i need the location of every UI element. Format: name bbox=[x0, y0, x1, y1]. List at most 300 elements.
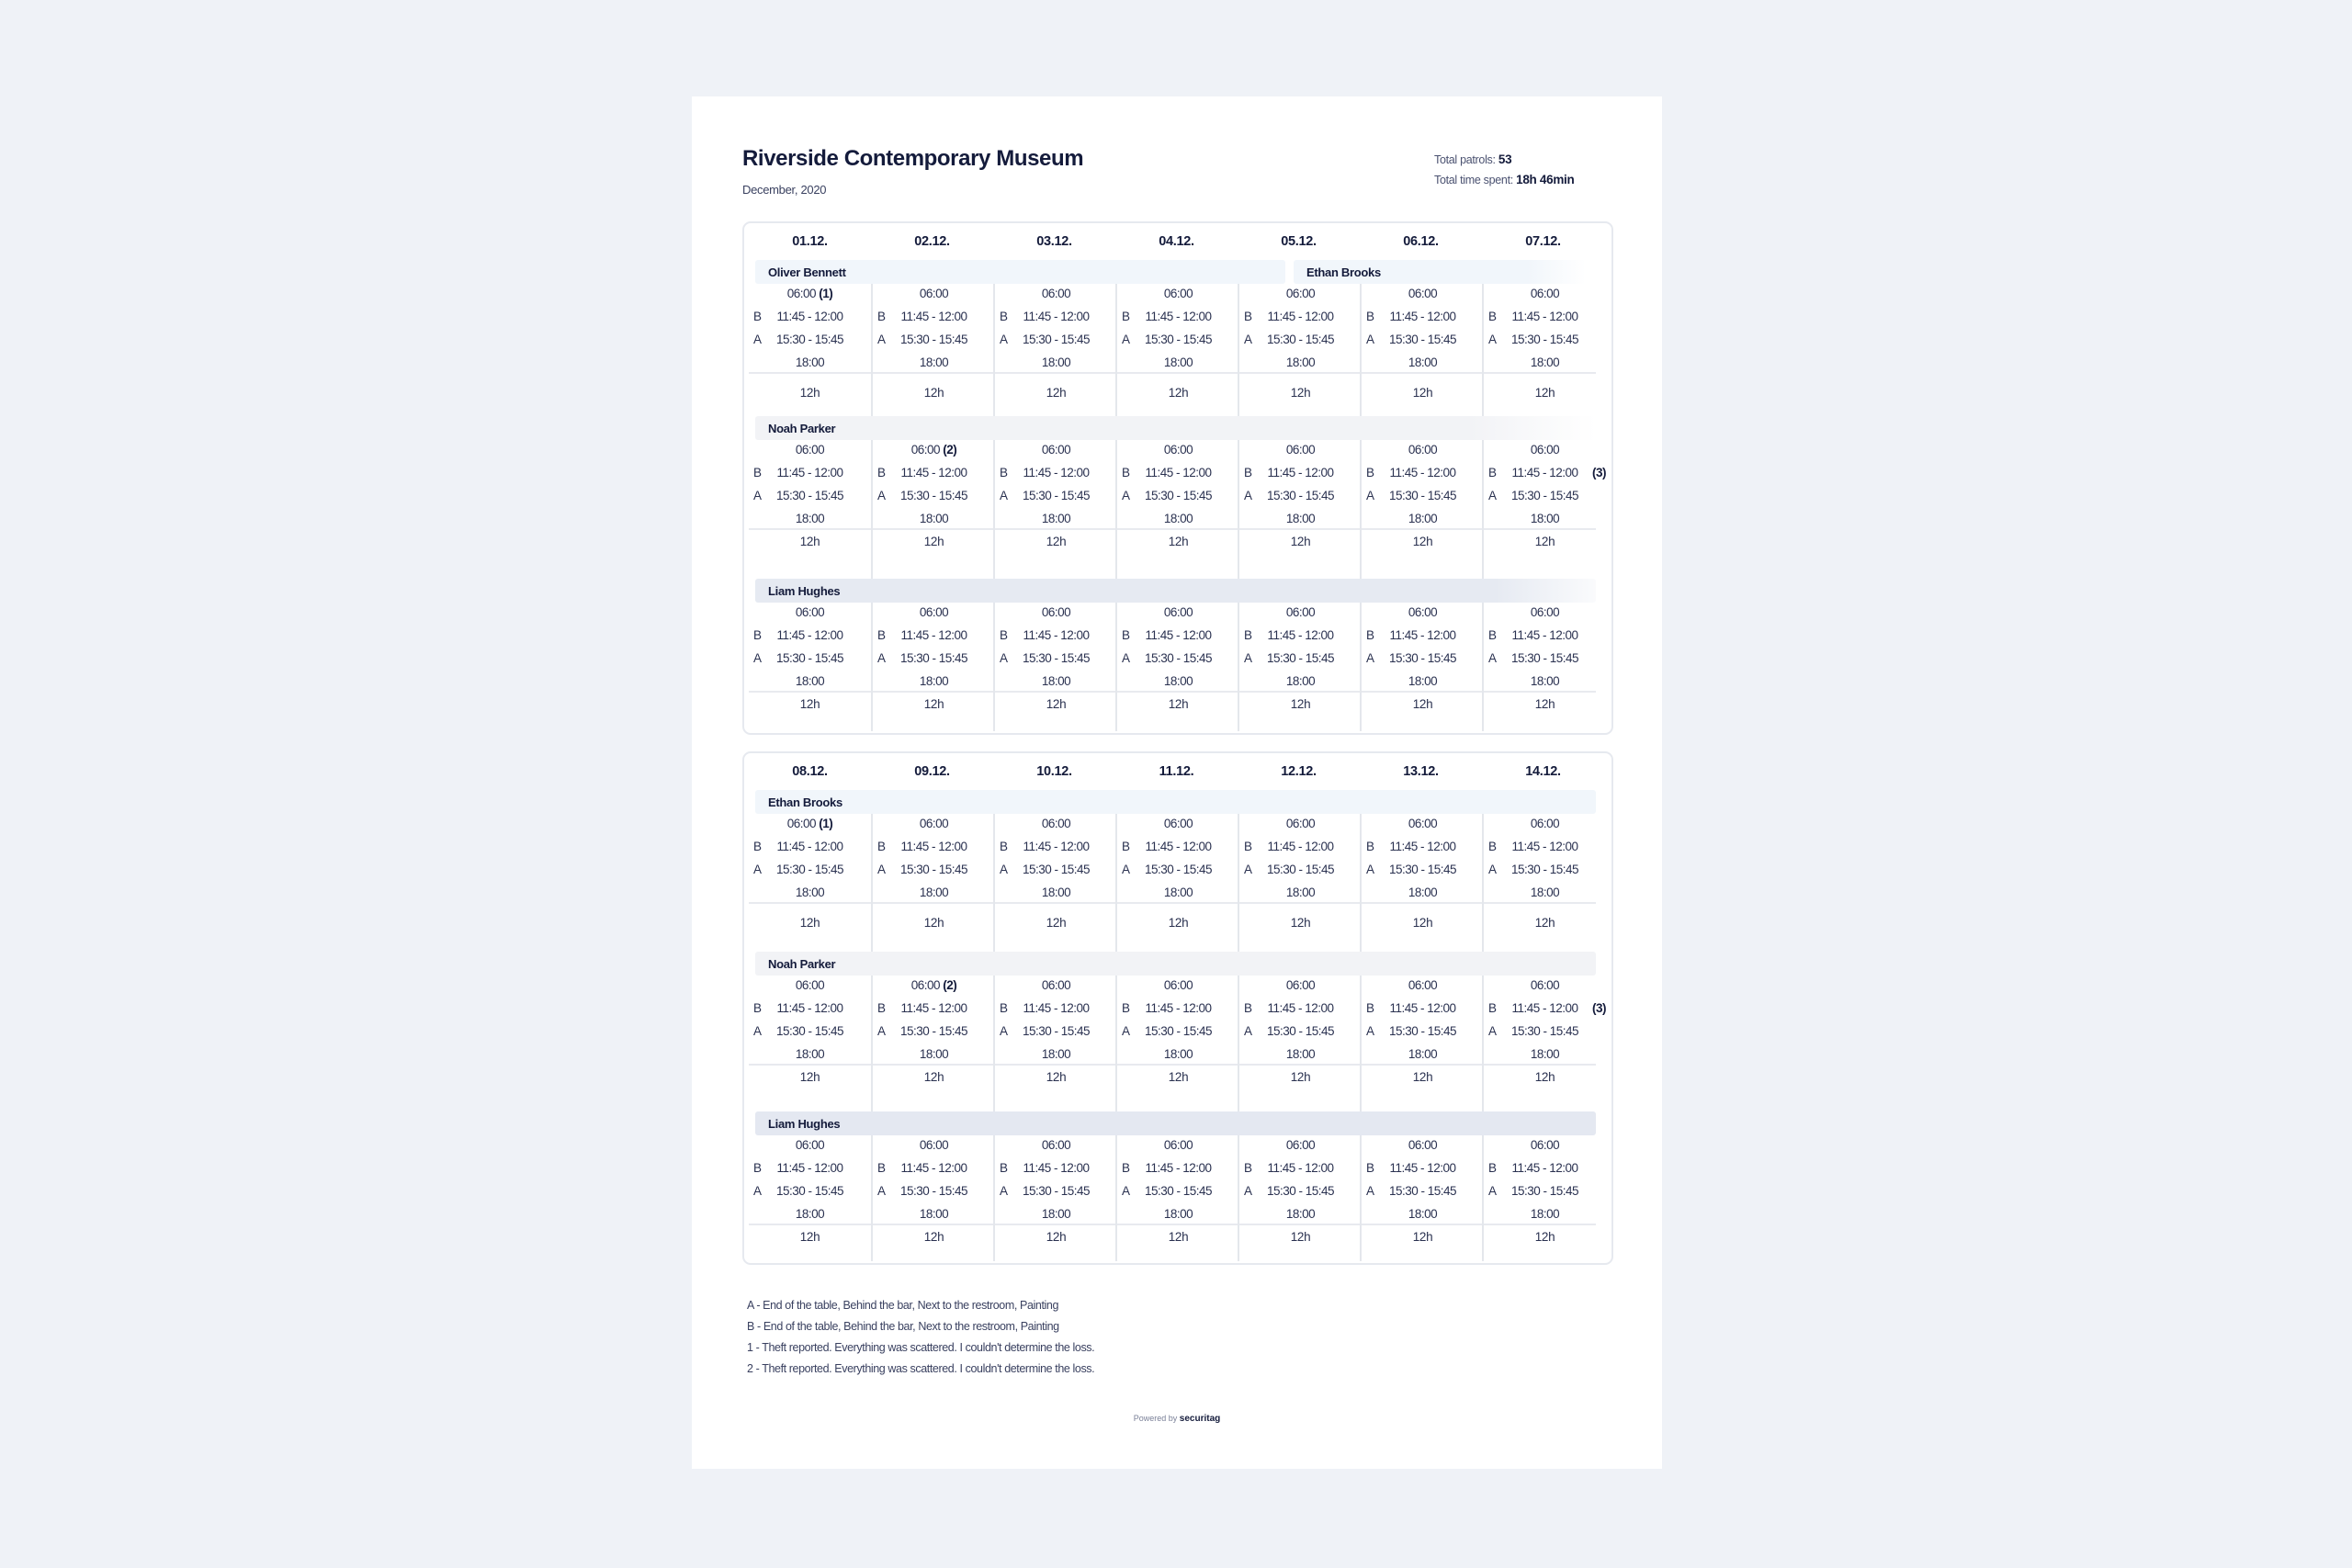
patrol-start-time bbox=[1484, 817, 1606, 830]
patrol-end-time: 18:00 bbox=[1285, 674, 1316, 688]
time-value: 06:00 bbox=[1408, 443, 1438, 457]
checkpoint-b-label: B bbox=[1366, 310, 1374, 323]
shift-duration: 12h bbox=[1534, 535, 1555, 548]
date-header: 08.12. bbox=[792, 764, 828, 779]
patrol-end-time: 18:00 bbox=[1530, 674, 1560, 688]
checkpoint-b-time: 11:45 - 12:00 bbox=[1023, 1161, 1090, 1175]
time-value: 06:00 bbox=[1285, 1138, 1316, 1152]
patrol-start bbox=[1239, 817, 1362, 835]
time-value: 06:00 bbox=[795, 1138, 825, 1152]
patrol-end-time: 18:00 bbox=[1041, 674, 1071, 688]
checkpoint-b-time: 11:45 - 12:00 bbox=[1023, 310, 1090, 323]
patrol-start bbox=[873, 978, 995, 997]
patrol-section bbox=[744, 814, 1611, 952]
checkpoint-a-row bbox=[1239, 1024, 1362, 1043]
patrol-start-time bbox=[1117, 287, 1239, 300]
checkpoint-b-label: B bbox=[1366, 466, 1374, 479]
patrol-start bbox=[749, 978, 871, 997]
checkpoint-b-time: 11:45 - 12:00 bbox=[1389, 1161, 1456, 1175]
checkpoint-b-time: 11:45 - 12:00 bbox=[1389, 310, 1456, 323]
checkpoint-b-label: B bbox=[1000, 1001, 1008, 1015]
patrol-start bbox=[749, 817, 871, 835]
patrol-end bbox=[1117, 1207, 1239, 1225]
checkpoint-b-row bbox=[749, 1161, 871, 1179]
patrol-end-time: 18:00 bbox=[1163, 674, 1193, 688]
day-cell bbox=[749, 814, 871, 952]
time-value: 06:00 bbox=[1408, 605, 1438, 619]
date-header-row bbox=[744, 753, 1611, 788]
checkpoint-a-label: A bbox=[1366, 863, 1374, 876]
day-cell bbox=[1482, 603, 1606, 731]
guard-name-bar bbox=[755, 579, 1596, 603]
day-cell bbox=[993, 814, 1117, 952]
checkpoint-b-row bbox=[873, 628, 995, 647]
patrol-start bbox=[749, 1138, 871, 1156]
patrol-end bbox=[995, 355, 1117, 374]
patrol-end-time: 18:00 bbox=[1408, 886, 1438, 899]
checkpoint-a-label: A bbox=[753, 489, 762, 502]
day-cell bbox=[1238, 814, 1362, 952]
patrol-start-time bbox=[1362, 1138, 1484, 1152]
note-marker: (2) bbox=[943, 978, 957, 992]
time-value: 06:00 bbox=[1285, 605, 1316, 619]
patrol-start-time bbox=[873, 443, 995, 457]
patrol-end bbox=[1362, 674, 1484, 693]
patrol-end bbox=[873, 1047, 995, 1066]
patrol-end-time: 18:00 bbox=[1408, 512, 1438, 525]
checkpoint-a-row bbox=[749, 651, 871, 670]
checkpoint-b-label: B bbox=[877, 840, 886, 853]
shift-duration: 12h bbox=[1290, 1070, 1311, 1084]
checkpoint-a-row bbox=[873, 333, 995, 351]
checkpoint-a-time: 15:30 - 15:45 bbox=[1022, 1184, 1091, 1198]
patrol-start-time bbox=[749, 605, 871, 619]
patrol-end bbox=[995, 886, 1117, 904]
shift-duration: 12h bbox=[1168, 1070, 1189, 1084]
checkpoint-b-row bbox=[995, 466, 1117, 484]
checkpoint-a-time: 15:30 - 15:45 bbox=[1388, 333, 1457, 346]
patrol-start bbox=[1484, 605, 1606, 624]
checkpoint-a-label: A bbox=[1122, 1024, 1130, 1038]
time-value: 06:00 bbox=[1408, 287, 1438, 300]
checkpoint-b-row bbox=[749, 310, 871, 328]
day-cell bbox=[1360, 440, 1484, 579]
checkpoint-a-row bbox=[1239, 863, 1362, 881]
patrol-end-time: 18:00 bbox=[1530, 1047, 1560, 1061]
checkpoint-b-label: B bbox=[1488, 310, 1497, 323]
checkpoint-a-label: A bbox=[753, 1184, 762, 1198]
patrol-start bbox=[995, 287, 1117, 305]
checkpoint-b-row bbox=[1239, 1161, 1362, 1179]
checkpoint-a-label: A bbox=[1000, 651, 1008, 665]
checkpoint-a-label: A bbox=[1122, 1184, 1130, 1198]
checkpoint-b-time: 11:45 - 12:00 bbox=[1145, 840, 1212, 853]
legend-item: B - End of the table, Behind the bar, Next to the restroom, Painting bbox=[747, 1320, 1059, 1333]
day-cell bbox=[1482, 976, 1606, 1111]
patrol-start-time bbox=[995, 817, 1117, 830]
date-header: 05.12. bbox=[1281, 234, 1317, 249]
patrol-end-time: 18:00 bbox=[795, 1207, 825, 1221]
checkpoint-b-time: 11:45 - 12:00 bbox=[1267, 466, 1334, 479]
guard-name: Noah Parker bbox=[768, 957, 836, 971]
checkpoint-a-label: A bbox=[1244, 1184, 1252, 1198]
day-cell bbox=[1360, 976, 1484, 1111]
guard-name-bar bbox=[755, 952, 1596, 976]
patrol-end-time: 18:00 bbox=[1163, 512, 1193, 525]
time-value: 06:00 bbox=[1163, 978, 1193, 992]
checkpoint-b-time: 11:45 - 12:00 bbox=[900, 628, 967, 642]
checkpoint-a-time: 15:30 - 15:45 bbox=[1388, 1184, 1457, 1198]
day-cell bbox=[749, 440, 871, 579]
patrol-end-time: 18:00 bbox=[1163, 1207, 1193, 1221]
note-marker: (3) bbox=[1592, 466, 1606, 479]
checkpoint-a-row bbox=[1239, 489, 1362, 507]
checkpoint-b-label: B bbox=[1122, 1001, 1130, 1015]
patrol-start bbox=[873, 443, 995, 461]
patrol-start-time bbox=[1484, 443, 1606, 457]
patrol-start-time bbox=[749, 1138, 871, 1152]
time-value: 06:00 bbox=[1163, 287, 1193, 300]
patrol-end bbox=[749, 674, 871, 693]
patrol-start-time bbox=[1362, 978, 1484, 992]
time-value: 06:00 bbox=[795, 443, 825, 457]
checkpoint-b-row bbox=[995, 1001, 1117, 1020]
patrol-end-time: 18:00 bbox=[1408, 355, 1438, 369]
patrol-end-time: 18:00 bbox=[1041, 886, 1071, 899]
checkpoint-b-row bbox=[1362, 1001, 1484, 1020]
checkpoint-a-row bbox=[1484, 489, 1606, 507]
time-value: 06:00 bbox=[1530, 978, 1560, 992]
patrol-end-time: 18:00 bbox=[919, 886, 949, 899]
checkpoint-b-label: B bbox=[1244, 310, 1252, 323]
checkpoint-a-time: 15:30 - 15:45 bbox=[899, 1184, 968, 1198]
patrol-end-time: 18:00 bbox=[795, 1047, 825, 1061]
checkpoint-a-label: A bbox=[1488, 651, 1497, 665]
checkpoint-b-time: 11:45 - 12:00 bbox=[1511, 628, 1578, 642]
patrol-end bbox=[1484, 674, 1606, 693]
checkpoint-a-time: 15:30 - 15:45 bbox=[1510, 1024, 1579, 1038]
checkpoint-b-label: B bbox=[1244, 1001, 1252, 1015]
patrol-end-time: 18:00 bbox=[1408, 674, 1438, 688]
patrol-start-time bbox=[1362, 817, 1484, 830]
patrol-end-time: 18:00 bbox=[1041, 512, 1071, 525]
checkpoint-a-time: 15:30 - 15:45 bbox=[1388, 651, 1457, 665]
patrol-end bbox=[995, 674, 1117, 693]
patrol-start-time bbox=[1239, 1138, 1362, 1152]
checkpoint-a-row bbox=[1117, 651, 1239, 670]
checkpoint-a-time: 15:30 - 15:45 bbox=[1388, 489, 1457, 502]
checkpoint-a-label: A bbox=[1488, 863, 1497, 876]
patrol-start bbox=[995, 605, 1117, 624]
shift-duration: 12h bbox=[1046, 916, 1067, 930]
checkpoint-b-row bbox=[1117, 628, 1239, 647]
patrol-start-time bbox=[1117, 817, 1239, 830]
patrol-end-time: 18:00 bbox=[1530, 355, 1560, 369]
patrol-end bbox=[1239, 355, 1362, 374]
checkpoint-a-label: A bbox=[877, 863, 886, 876]
checkpoint-b-label: B bbox=[1000, 840, 1008, 853]
shift-duration: 12h bbox=[1534, 1070, 1555, 1084]
legend-item: 1 - Theft reported. Everything was scattered. I couldn't determine the loss. bbox=[747, 1341, 1095, 1354]
day-cell bbox=[871, 1135, 995, 1261]
shift-duration: 12h bbox=[1168, 1230, 1189, 1244]
time-value: 06:00 bbox=[786, 287, 817, 300]
shift-duration: 12h bbox=[1168, 386, 1189, 400]
shift-duration: 12h bbox=[1290, 535, 1311, 548]
patrol-end bbox=[1484, 1207, 1606, 1225]
checkpoint-a-row bbox=[1117, 1024, 1239, 1043]
date-header: 06.12. bbox=[1403, 234, 1439, 249]
shift-duration: 12h bbox=[1290, 386, 1311, 400]
shift-duration: 12h bbox=[1046, 386, 1067, 400]
total-patrols-value: 53 bbox=[1498, 152, 1512, 166]
checkpoint-b-label: B bbox=[1122, 466, 1130, 479]
date-header: 03.12. bbox=[1036, 234, 1072, 249]
patrol-start bbox=[1117, 287, 1239, 305]
checkpoint-a-row bbox=[873, 489, 995, 507]
patrol-start bbox=[1362, 978, 1484, 997]
checkpoint-b-label: B bbox=[877, 466, 886, 479]
checkpoint-a-row bbox=[995, 333, 1117, 351]
schedule-week-1 bbox=[742, 221, 1613, 735]
checkpoint-a-time: 15:30 - 15:45 bbox=[1266, 863, 1335, 876]
time-value: 06:00 bbox=[795, 605, 825, 619]
patrol-end-time: 18:00 bbox=[919, 512, 949, 525]
checkpoint-b-label: B bbox=[1366, 840, 1374, 853]
patrol-end bbox=[873, 1207, 995, 1225]
patrol-end-time: 18:00 bbox=[919, 674, 949, 688]
date-header: 04.12. bbox=[1159, 234, 1194, 249]
guard-name: Noah Parker bbox=[768, 422, 836, 435]
time-value: 06:00 bbox=[1041, 605, 1071, 619]
shift-duration: 12h bbox=[799, 916, 820, 930]
patrol-start bbox=[873, 1138, 995, 1156]
checkpoint-b-row bbox=[1484, 840, 1606, 858]
patrol-start-time bbox=[1239, 978, 1362, 992]
checkpoint-a-label: A bbox=[1000, 1184, 1008, 1198]
shift-duration: 12h bbox=[1168, 697, 1189, 711]
checkpoint-b-row bbox=[749, 840, 871, 858]
shift-duration: 12h bbox=[923, 916, 944, 930]
checkpoint-a-time: 15:30 - 15:45 bbox=[775, 1184, 844, 1198]
patrol-start bbox=[873, 605, 995, 624]
time-value: 06:00 bbox=[1163, 443, 1193, 457]
checkpoint-a-label: A bbox=[877, 651, 886, 665]
checkpoint-a-time: 15:30 - 15:45 bbox=[1510, 1184, 1579, 1198]
checkpoint-b-time: 11:45 - 12:00 bbox=[776, 310, 843, 323]
patrol-end bbox=[1117, 355, 1239, 374]
patrol-start-time bbox=[1117, 605, 1239, 619]
patrol-start bbox=[1117, 978, 1239, 997]
patrol-end-time: 18:00 bbox=[795, 674, 825, 688]
footer bbox=[692, 1414, 1662, 1424]
checkpoint-a-time: 15:30 - 15:45 bbox=[1510, 863, 1579, 876]
checkpoint-b-row bbox=[873, 310, 995, 328]
shift-duration: 12h bbox=[1168, 916, 1189, 930]
patrol-end bbox=[749, 886, 871, 904]
guard-name-bar bbox=[1294, 260, 1586, 284]
shift-duration: 12h bbox=[1412, 386, 1433, 400]
patrol-start bbox=[749, 287, 871, 305]
time-value: 06:00 bbox=[786, 817, 817, 830]
checkpoint-a-row bbox=[995, 651, 1117, 670]
patrol-end bbox=[1484, 1047, 1606, 1066]
total-time bbox=[1434, 170, 1574, 190]
patrol-start-time bbox=[873, 978, 995, 992]
day-cell bbox=[1360, 603, 1484, 731]
checkpoint-a-time: 15:30 - 15:45 bbox=[1266, 1024, 1335, 1038]
time-value: 06:00 bbox=[795, 978, 825, 992]
checkpoint-b-row bbox=[995, 310, 1117, 328]
checkpoint-a-label: A bbox=[1122, 863, 1130, 876]
patrol-end-time: 18:00 bbox=[919, 1207, 949, 1221]
patrol-start bbox=[1117, 605, 1239, 624]
time-value: 06:00 bbox=[910, 978, 941, 992]
checkpoint-b-row bbox=[873, 1161, 995, 1179]
checkpoint-a-time: 15:30 - 15:45 bbox=[775, 489, 844, 502]
patrol-end-time: 18:00 bbox=[919, 355, 949, 369]
patrol-start-time bbox=[1117, 443, 1239, 457]
patrol-end bbox=[1362, 1207, 1484, 1225]
patrol-end-time: 18:00 bbox=[1041, 1047, 1071, 1061]
checkpoint-b-row bbox=[1117, 840, 1239, 858]
checkpoint-b-row bbox=[873, 466, 995, 484]
day-cell bbox=[871, 440, 995, 579]
patrol-start-time bbox=[749, 978, 871, 992]
day-cell bbox=[1238, 1135, 1362, 1261]
powered-by-label: Powered by bbox=[1133, 1414, 1178, 1423]
shift-duration: 12h bbox=[799, 1070, 820, 1084]
checkpoint-b-label: B bbox=[753, 466, 762, 479]
time-value: 06:00 bbox=[1041, 817, 1071, 830]
checkpoint-b-time: 11:45 - 12:00 bbox=[1267, 310, 1334, 323]
day-cell bbox=[1360, 284, 1484, 416]
shift-duration: 12h bbox=[799, 386, 820, 400]
checkpoint-b-row bbox=[749, 466, 871, 484]
checkpoint-a-row bbox=[1117, 1184, 1239, 1202]
date-header: 11.12. bbox=[1159, 764, 1194, 779]
checkpoint-a-row bbox=[873, 1184, 995, 1202]
day-cell bbox=[749, 976, 871, 1111]
patrol-section bbox=[744, 284, 1611, 416]
checkpoint-a-row bbox=[995, 1024, 1117, 1043]
checkpoint-b-row bbox=[1239, 310, 1362, 328]
checkpoint-b-label: B bbox=[753, 1001, 762, 1015]
patrol-start-time bbox=[1239, 287, 1362, 300]
checkpoint-a-row bbox=[873, 863, 995, 881]
shift-duration: 12h bbox=[1046, 697, 1067, 711]
report-page bbox=[692, 96, 1662, 1469]
checkpoint-a-row bbox=[1362, 489, 1484, 507]
time-value: 06:00 bbox=[1041, 443, 1071, 457]
time-value: 06:00 bbox=[1041, 978, 1071, 992]
time-value: 06:00 bbox=[1163, 817, 1193, 830]
checkpoint-b-row bbox=[1239, 840, 1362, 858]
day-cell bbox=[1238, 976, 1362, 1111]
shift-duration: 12h bbox=[1534, 697, 1555, 711]
day-cell bbox=[1482, 440, 1606, 579]
patrol-start bbox=[1239, 978, 1362, 997]
day-cell bbox=[871, 976, 995, 1111]
checkpoint-a-label: A bbox=[877, 1184, 886, 1198]
patrol-end bbox=[1117, 512, 1239, 530]
patrol-start-time bbox=[873, 1138, 995, 1152]
patrol-end-time: 18:00 bbox=[795, 886, 825, 899]
time-value: 06:00 bbox=[1530, 817, 1560, 830]
checkpoint-b-time: 11:45 - 12:00 bbox=[1511, 466, 1578, 479]
time-value: 06:00 bbox=[919, 605, 949, 619]
day-cell bbox=[871, 814, 995, 952]
patrol-end bbox=[749, 1047, 871, 1066]
patrol-end bbox=[1117, 886, 1239, 904]
checkpoint-a-time: 15:30 - 15:45 bbox=[775, 863, 844, 876]
checkpoint-b-time: 11:45 - 12:00 bbox=[1145, 1001, 1212, 1015]
shift-duration: 12h bbox=[1046, 535, 1067, 548]
checkpoint-b-row bbox=[1362, 310, 1484, 328]
checkpoint-a-time: 15:30 - 15:45 bbox=[1144, 1184, 1213, 1198]
shift-duration: 12h bbox=[799, 535, 820, 548]
day-cell bbox=[1115, 976, 1239, 1111]
checkpoint-b-time: 11:45 - 12:00 bbox=[1389, 840, 1456, 853]
patrol-end-time: 18:00 bbox=[1041, 355, 1071, 369]
checkpoint-b-row bbox=[1362, 628, 1484, 647]
checkpoint-a-row bbox=[1484, 333, 1606, 351]
time-value: 06:00 bbox=[1041, 287, 1071, 300]
shift-duration: 12h bbox=[1534, 916, 1555, 930]
time-value: 06:00 bbox=[1530, 1138, 1560, 1152]
checkpoint-b-row bbox=[1484, 1161, 1606, 1179]
patrol-end bbox=[749, 355, 871, 374]
checkpoint-a-label: A bbox=[1000, 333, 1008, 346]
checkpoint-a-time: 15:30 - 15:45 bbox=[899, 1024, 968, 1038]
date-header: 10.12. bbox=[1036, 764, 1072, 779]
legend bbox=[747, 1295, 1094, 1380]
shift-duration: 12h bbox=[1412, 535, 1433, 548]
patrol-start-time bbox=[1484, 287, 1606, 300]
time-value: 06:00 bbox=[1285, 817, 1316, 830]
checkpoint-a-label: A bbox=[753, 863, 762, 876]
checkpoint-a-time: 15:30 - 15:45 bbox=[899, 651, 968, 665]
checkpoint-b-row bbox=[1362, 466, 1484, 484]
patrol-section bbox=[744, 440, 1611, 579]
patrol-start bbox=[995, 978, 1117, 997]
checkpoint-b-row bbox=[873, 840, 995, 858]
patrol-start-time bbox=[873, 287, 995, 300]
checkpoint-a-label: A bbox=[1122, 333, 1130, 346]
patrol-end bbox=[1362, 355, 1484, 374]
patrol-start bbox=[1239, 443, 1362, 461]
checkpoint-a-time: 15:30 - 15:45 bbox=[775, 333, 844, 346]
patrol-end-time: 18:00 bbox=[1285, 886, 1316, 899]
time-value: 06:00 bbox=[1163, 605, 1193, 619]
checkpoint-a-time: 15:30 - 15:45 bbox=[1022, 489, 1091, 502]
guard-name-bar bbox=[755, 790, 1596, 814]
patrol-start bbox=[1362, 1138, 1484, 1156]
shift-duration: 12h bbox=[1290, 1230, 1311, 1244]
checkpoint-b-row bbox=[1117, 1001, 1239, 1020]
checkpoint-b-time: 11:45 - 12:00 bbox=[1511, 840, 1578, 853]
day-cell bbox=[1115, 814, 1239, 952]
checkpoint-a-row bbox=[1484, 651, 1606, 670]
shift-duration: 12h bbox=[1168, 535, 1189, 548]
checkpoint-b-row bbox=[1239, 466, 1362, 484]
checkpoint-a-time: 15:30 - 15:45 bbox=[1022, 651, 1091, 665]
checkpoint-b-time: 11:45 - 12:00 bbox=[1389, 628, 1456, 642]
patrol-start-time bbox=[1362, 287, 1484, 300]
checkpoint-b-time: 11:45 - 12:00 bbox=[900, 1001, 967, 1015]
checkpoint-b-row bbox=[1362, 840, 1484, 858]
patrol-end bbox=[1117, 1047, 1239, 1066]
